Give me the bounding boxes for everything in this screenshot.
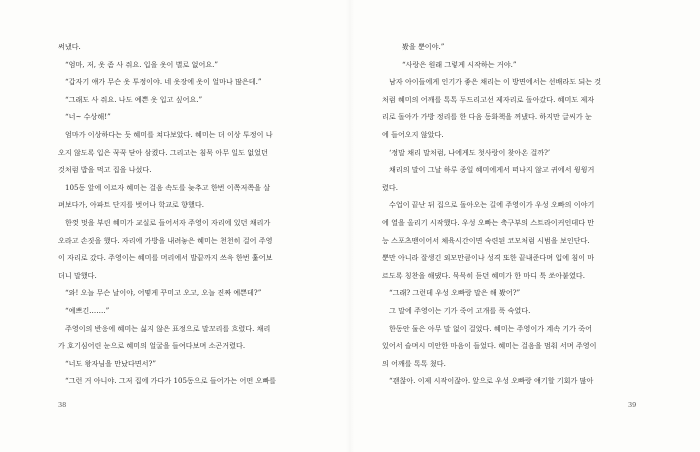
text-line: “너도 왕자님을 만났다면서?” [65, 358, 156, 368]
text-line: 에 들어오지 않았다. [382, 129, 444, 139]
text-line: “그런 거 아니야. 그저 집에 가다가 105동으로 들어가는 어떤 오빠를 [65, 376, 277, 386]
left-page [58, 38, 308, 390]
text-line: 105동 앞에 이르자 혜미는 걸음 속도를 늦추고 한번 이쪽저쪽을 살 [65, 182, 271, 192]
page-number-right: 39 [628, 401, 637, 409]
text-line: 더니 말했다. [58, 270, 97, 280]
text-line: 의 어깨를 톡톡 쳤다. [382, 358, 446, 368]
text-line: 한껏 멋을 부린 혜미가 교실로 들어서자 주영이 자리에 있던 채리가 [65, 217, 271, 227]
text-line: 르도록 칭찬을 해댔다. 묵묵히 듣던 혜미가 한 마디 툭 쏘아붙였다. [382, 270, 585, 280]
text-line: “그래도 사 줘요. 나도 예쁜 옷 입고 싶어요.” [65, 94, 203, 104]
text-line: 것처럼 밥을 먹고 집을 나섰다. [58, 165, 152, 175]
text-line: 리로 돌아가 가방 정리를 한 다음 동화책을 꺼냈다. 하지만 글씨가 눈 [382, 112, 592, 122]
text-line: “너~ 수상해!” [65, 112, 111, 122]
text-line: “와! 오늘 무슨 날이야, 어떻게 꾸미고 오고, 오늘 진짜 예쁜데?” [65, 288, 262, 298]
text-line: “그래? 그런데 우성 오빠랑 말은 해 봤어?” [389, 288, 521, 298]
text-line: 능 스포츠맨이어서 체육시간이면 숙련된 코모처럼 시범을 보인단다. [382, 235, 590, 245]
text-line: “갑자기 얘가 무슨 옷 투정이야. 네 옷장에 옷이 얼마나 많은데.” [65, 77, 262, 87]
text-line: 수업이 끝난 뒤 집으로 돌아오는 길에 주영이가 우성 오빠의 이야기 [389, 200, 595, 210]
text-line: 뿐만 아니라 잘생긴 외모만큼이나 성격 또한 끝내준다며 입에 침이 마 [382, 253, 595, 263]
right-page [382, 38, 638, 390]
text-line: 에 열을 올리기 시작했다. 우성 오빠는 축구부의 스트라이커인데다 만 [382, 217, 595, 227]
text-line: ‘정말 채리 말처럼, 나에게도 첫사랑이 찾아온 걸까?’ [389, 147, 551, 157]
text-line: 남자 아이들에게 인기가 좋은 채리는 이 방면에서는 선배라도 되는 것 [389, 77, 602, 87]
text-line: 그 말에 주영이는 기가 죽어 고개를 푹 숙였다. [389, 305, 531, 315]
text-line: 오라고 손짓을 했다. 자리에 가방을 내려놓은 혜미는 천천히 걸어 주영 [58, 235, 273, 245]
text-line: 엄마가 이상하다는 듯 혜미를 쳐다보았다. 혜미는 더 이상 투정이 나 [65, 129, 273, 139]
text-line: 처럼 혜미의 어깨를 톡톡 두드리고선 제자리로 돌아갔다. 혜미도 제자 [382, 94, 595, 104]
text-line: 주영이의 반응에 혜미는 싫지 않은 표정으로 말꼬리를 흐렸다. 채리 [65, 323, 271, 333]
text-line: 오지 않도록 입은 꾹꾹 닫아 삼켰다. 그리고는 침묵 아무 일도 없었던 [58, 147, 268, 157]
text-line: 렸다. [382, 182, 398, 192]
book-gutter [346, 0, 354, 452]
text-line: 써냈다. [58, 42, 81, 51]
text-line: “예쁘긴…….” [65, 305, 110, 315]
text-line: 이 자리로 갔다. 주영이는 혜미를 머리에서 발끝까지 쓰윽 한번 훑어보 [58, 253, 273, 263]
text-line: 가 호기심어린 눈으로 혜미의 얼굴을 들여다보며 소곤거렸다. [58, 341, 246, 351]
text-line: 한동안 둘은 아무 말 없이 걸었다. 혜미는 주영이가 계속 기가 죽어 [389, 323, 592, 333]
text-line: 채리의 말이 그날 하루 종일 혜미에게서 떠나지 않고 귀에서 윙윙거 [389, 165, 595, 175]
text-line: 펴보다가, 아파트 단지를 벗어나 학교로 향했다. [58, 200, 204, 210]
text-line: 있어서 슬며시 미안한 마음이 들었다. 혜미는 걸음을 멈춰 서며 주영이 [382, 341, 597, 351]
text-line: “괜찮아. 이제 시작이잖아. 앞으로 우성 오빠랑 얘기할 기회가 많아 [389, 376, 594, 386]
text-line: 봤을 뿐이야.” [402, 42, 445, 51]
text-line: “엄마, 저, 옷 좀 사 줘요. 입을 옷이 별로 없어요.” [65, 59, 219, 69]
page-number-left: 38 [58, 401, 67, 409]
text-line: “사랑은 원래 그렇게 시작하는 거야.” [402, 59, 517, 69]
